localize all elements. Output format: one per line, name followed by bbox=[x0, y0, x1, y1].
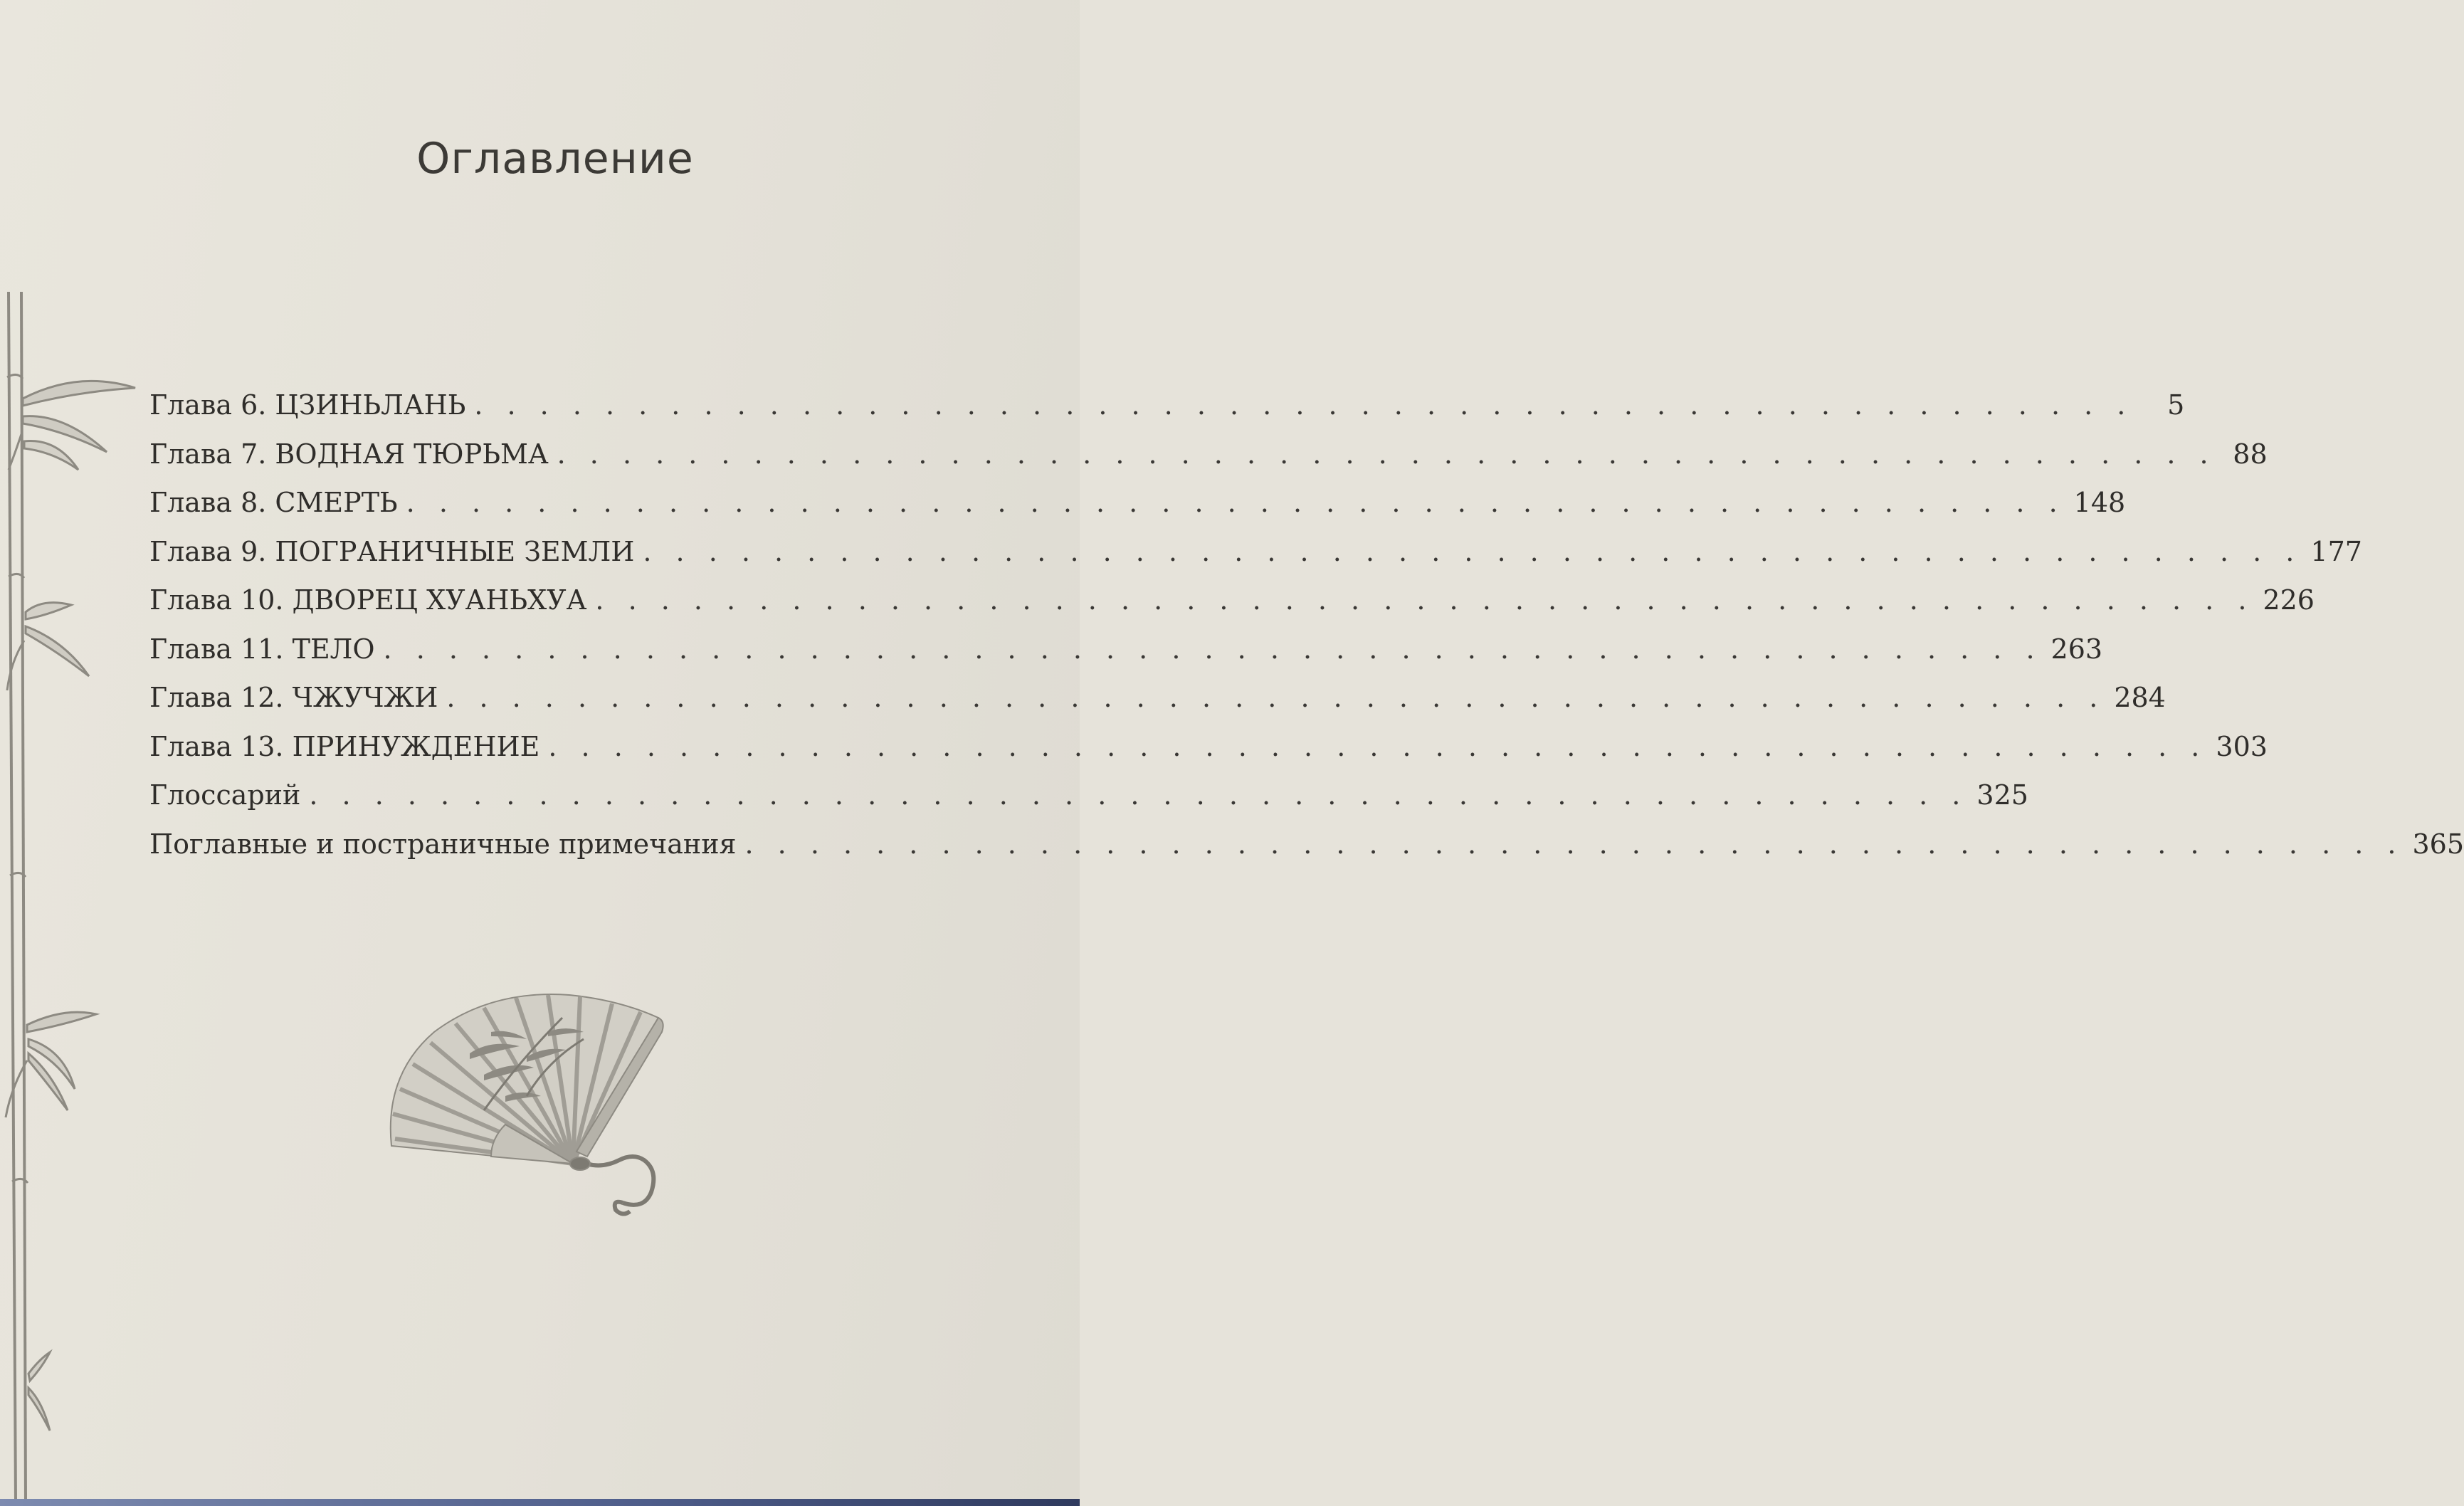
toc-entry-title: Глава 13. ПРИНУЖДЕНИЕ bbox=[149, 730, 540, 762]
table-of-contents bbox=[149, 381, 2464, 868]
toc-entry-title: Глава 12. ЧЖУЧЖИ bbox=[149, 682, 438, 713]
toc-entry-page: 88 bbox=[2233, 438, 2268, 470]
toc-entry-title: Поглавные и постраничные примечания bbox=[149, 828, 737, 860]
toc-entry bbox=[149, 673, 2166, 722]
toc-leader-dots: . . . . . . . . . . . . . . . . . . . . . . . . . . . . . . . . . . . . . . . . . . . . . . . . . . . bbox=[557, 438, 2216, 470]
toc-entry-title: Глоссарий bbox=[149, 779, 301, 811]
toc-entry bbox=[149, 576, 2315, 625]
toc-entry-page: 365 bbox=[2412, 828, 2464, 860]
toc-entry-page: 177 bbox=[2310, 535, 2362, 567]
toc-entry bbox=[149, 478, 2126, 527]
toc-entry-page: 263 bbox=[2050, 633, 2103, 665]
toc-entry-title: Глава 11. ТЕЛО bbox=[149, 633, 375, 665]
toc-entry-title: Глава 10. ДВОРЕЦ ХУАНЬХУА bbox=[149, 584, 587, 616]
toc-entry bbox=[149, 381, 2185, 430]
toc-leader-dots: . . . . . . . . . . . . . . . . . . . . . . . . . . . . . . . . . . . . . . . . . . . . . . . . . . . bbox=[744, 828, 2404, 860]
toc-entry-title: Глава 9. ПОГРАНИЧНЫЕ ЗЕМЛИ bbox=[149, 535, 635, 567]
toc-leader-dots: . . . . . . . . . . . . . . . . . . . . . . . . . . . . . . . . . . . . . . . . . . . . . . . . . . . bbox=[309, 779, 1969, 811]
toc-entry bbox=[149, 722, 2268, 772]
toc-leader-dots: . . . . . . . . . . . . . . . . . . . . . . . . . . . . . . . . . . . . . . . . . . . . . . . . . . . bbox=[383, 633, 2043, 665]
toc-entry-page: 325 bbox=[1976, 779, 2028, 811]
toc-entry bbox=[149, 771, 2028, 820]
toc-entry-page: 284 bbox=[2114, 682, 2166, 713]
toc-entry bbox=[149, 820, 2464, 869]
toc-entry-page: 5 bbox=[2167, 389, 2185, 421]
toc-leader-dots: . . . . . . . . . . . . . . . . . . . . . . . . . . . . . . . . . . . . . . . . . . . . . . . . . . . bbox=[643, 535, 2302, 567]
toc-entry-title: Глава 7. ВОДНАЯ ТЮРЬМА bbox=[149, 438, 549, 470]
toc-entry bbox=[149, 527, 2362, 576]
bamboo-illustration bbox=[0, 292, 107, 1502]
toc-entry-page: 148 bbox=[2073, 487, 2126, 518]
toc-leader-dots: . . . . . . . . . . . . . . . . . . . . . . . . . . . . . . . . . . . . . . . . . . . . . . . . . . . bbox=[548, 730, 2208, 762]
toc-entry-page: 226 bbox=[2263, 584, 2315, 616]
toc-entry-page: 303 bbox=[2216, 730, 2268, 762]
toc-entry bbox=[149, 430, 2268, 479]
toc-leader-dots: . . . . . . . . . . . . . . . . . . . . . . . . . . . . . . . . . . . . . . . . . . . . . . . . . . . bbox=[406, 487, 2065, 518]
bottom-edge-strip bbox=[0, 1499, 1080, 1506]
toc-leader-dots: . . . . . . . . . . . . . . . . . . . . . . . . . . . . . . . . . . . . . . . . . . . . . . . . . . . bbox=[474, 389, 2134, 421]
toc-entry-title: Глава 8. СМЕРТЬ bbox=[149, 487, 398, 518]
toc-entry bbox=[149, 625, 2103, 674]
toc-leader-dots: . . . . . . . . . . . . . . . . . . . . . . . . . . . . . . . . . . . . . . . . . . . . . . . . . . . bbox=[595, 584, 2255, 616]
toc-leader-dots: . . . . . . . . . . . . . . . . . . . . . . . . . . . . . . . . . . . . . . . . . . . . . . . . . . . bbox=[446, 682, 2106, 713]
toc-entry-title: Глава 6. ЦЗИНЬЛАНЬ bbox=[149, 389, 466, 421]
page-title: Оглавление bbox=[416, 134, 694, 184]
folding-fan-illustration bbox=[384, 989, 683, 1231]
